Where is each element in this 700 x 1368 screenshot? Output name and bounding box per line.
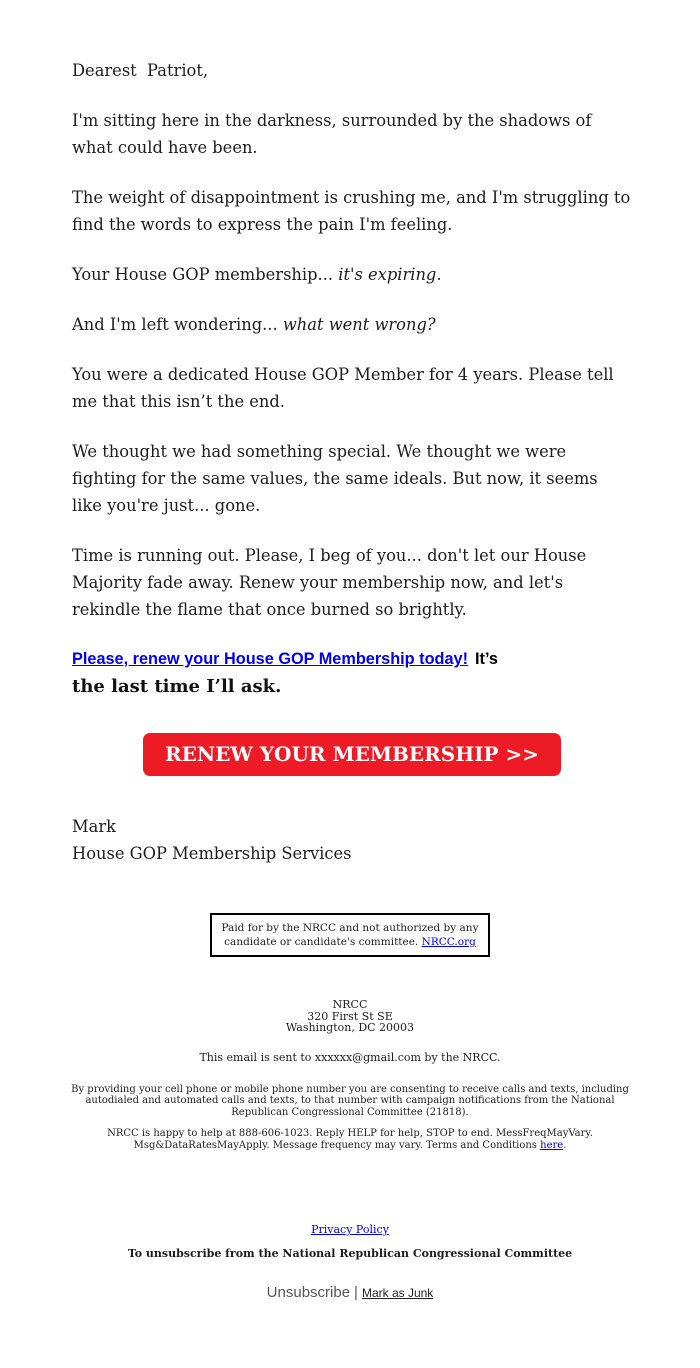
- separator: |: [354, 1284, 358, 1302]
- paragraph-4: [72, 311, 632, 338]
- signature: [72, 813, 632, 867]
- button-row: [72, 733, 632, 776]
- legal-paragraph-1: By providing your cell phone or mobile phone number you are consenting to receive calls and texts, including autodialed and automated calls and texts, to that number with campaign notifications from the National Republican Congressional Committee (21818).: [71, 1083, 629, 1119]
- paragraph-4-lead: And I'm left wondering...: [72, 315, 283, 334]
- cta-emphasis-sans: It’s: [475, 650, 498, 668]
- signature-name: Mark: [72, 817, 117, 836]
- paragraph-6: We thought we had something special. We thought we were fighting for the same values, the same ideals. But now, it seems like you're just... gone.: [72, 442, 603, 515]
- privacy-row: [0, 1223, 700, 1236]
- nrcc-org-link[interactable]: NRCC.org: [421, 936, 476, 948]
- paragraph-1: I'm sitting here in the darkness, surrounded by the shadows of what could have been.: [72, 111, 597, 157]
- unsubscribe-button[interactable]: Unsubscribe: [266, 1284, 351, 1302]
- paragraph-3-tail: .: [436, 265, 442, 284]
- cta-line: [72, 646, 652, 701]
- client-controls: [0, 1284, 700, 1301]
- unsubscribe-info: To unsubscribe from the National Republican Congressional Committee: [127, 1247, 573, 1261]
- renew-membership-button[interactable]: RENEW YOUR MEMBERSHIP >>: [143, 733, 561, 776]
- paragraph-3-italic: it's expiring: [338, 265, 437, 284]
- legal-2-tail: .: [563, 1139, 567, 1151]
- greeting: Dearest Patriot,: [72, 61, 209, 80]
- address-line-1: 320 First St SE: [307, 1009, 393, 1023]
- renew-membership-link[interactable]: Please, renew your House GOP Membership today!: [72, 650, 468, 668]
- sent-to-line: This email is sent to xxxxxx@gmail.com by the NRCC.: [199, 1050, 501, 1064]
- paragraph-7: Time is running out. Please, I beg of you... don't let our House Majority fade away. Renew your membership now, and let's rekindle the flame that once burned so brightly.: [72, 546, 592, 619]
- paragraph-2: The weight of disappointment is crushing me, and I'm struggling to find the words to express the pain I'm feeling.: [72, 188, 636, 234]
- email-footer: [0, 913, 700, 1301]
- address-line-2: Washington, DC 20003: [285, 1021, 415, 1034]
- mark-as-junk-link[interactable]: Mark as Junk: [361, 1286, 434, 1301]
- paragraph-4-italic: what went wrong?: [282, 315, 436, 334]
- org-name: NRCC: [332, 998, 368, 1011]
- terms-and-conditions-link[interactable]: here: [540, 1139, 564, 1151]
- legal-paragraph-2: [68, 1128, 633, 1152]
- signature-org: House GOP Membership Services: [72, 844, 352, 863]
- paid-for-disclaimer-box: [210, 913, 490, 957]
- legal-2-text: NRCC is happy to help at 888-606-1023. Reply HELP for help, STOP to end. MessFreqMayVary. Msg&DataRatesMayApply. Message frequency may vary. Terms and Conditions: [107, 1127, 593, 1151]
- privacy-policy-link[interactable]: Privacy Policy: [311, 1223, 389, 1237]
- cta-emphasis-serif: the last time I’ll ask.: [72, 676, 282, 697]
- paragraph-5: You were a dedicated House GOP Member for 4 years. Please tell me that this isn’t the end.: [72, 365, 619, 411]
- paragraph-3: [72, 261, 632, 288]
- address-block: [0, 999, 700, 1034]
- paid-for-text: Paid for by the NRCC and not authorized by any candidate or candidate's committee.: [221, 922, 479, 948]
- paragraph-3-lead: Your House GOP membership...: [72, 265, 339, 284]
